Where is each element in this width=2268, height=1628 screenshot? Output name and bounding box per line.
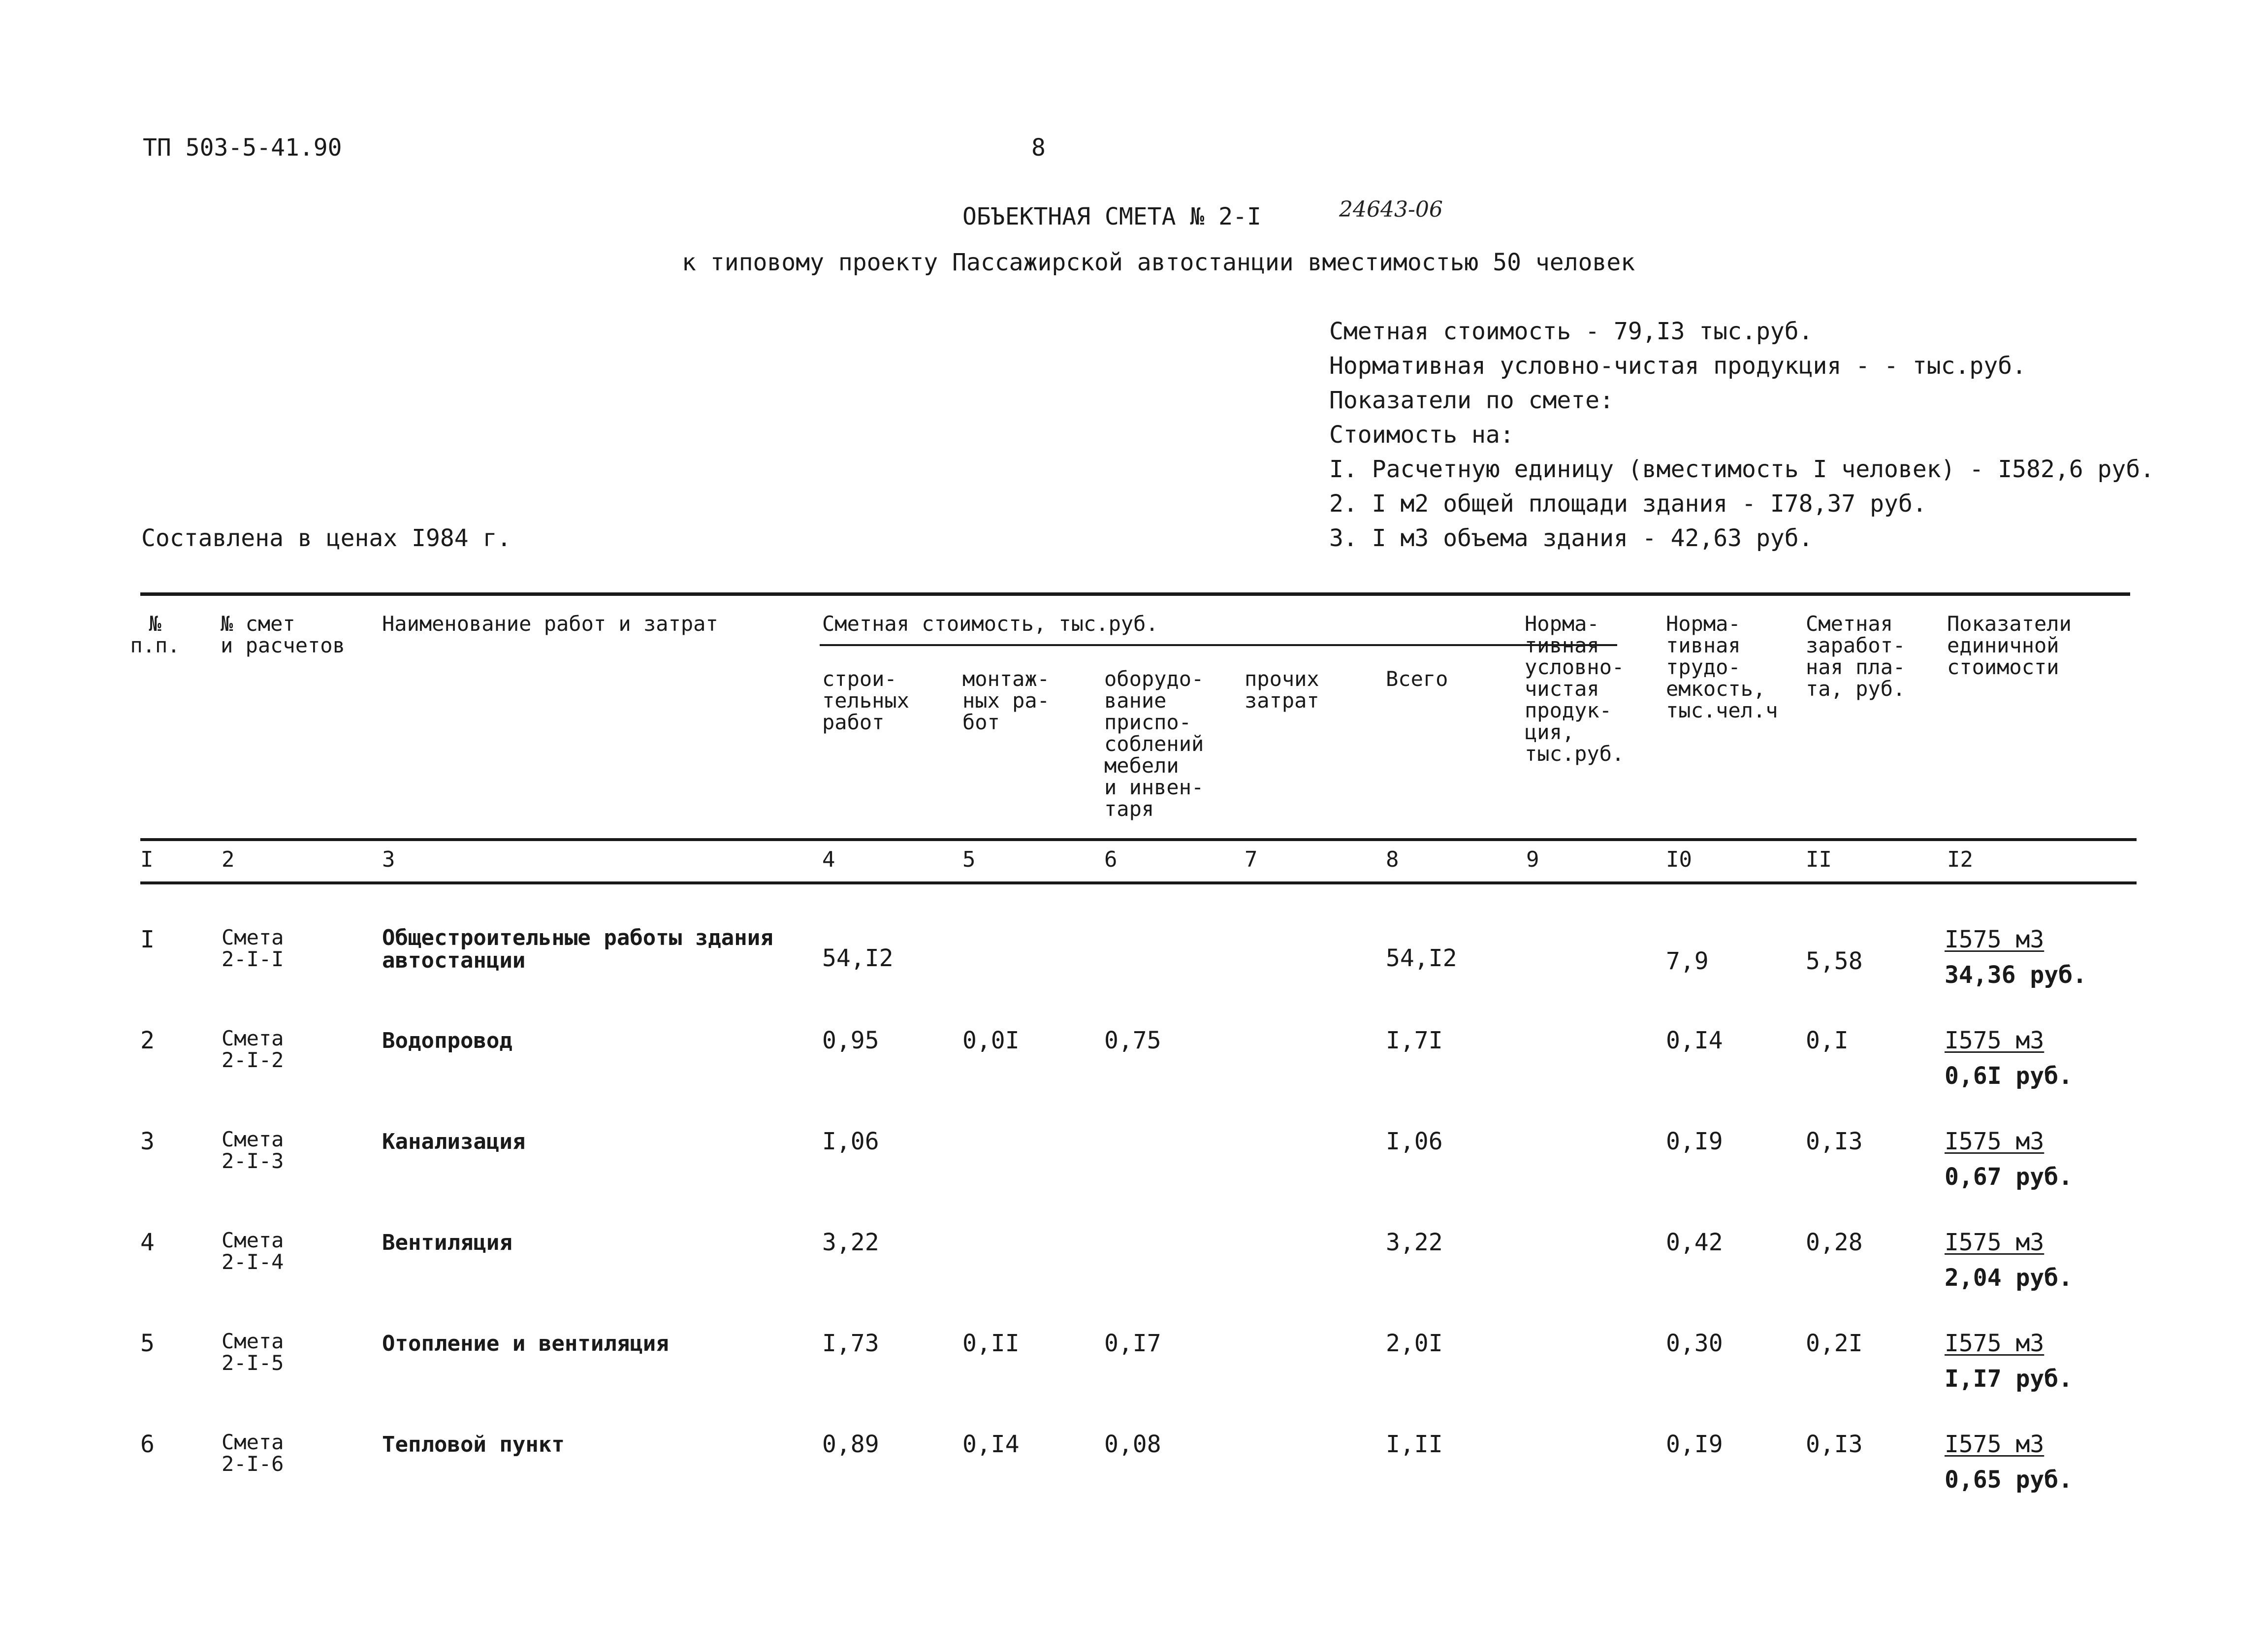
row-labor: 0,I9	[1666, 1431, 1723, 1458]
row-unit-cost: I,I7 руб.	[1945, 1365, 2073, 1393]
summary-line-indicators: Показатели по смете:	[1329, 387, 1614, 414]
header-estimate-no: № смет и расчетов	[221, 612, 345, 657]
header-other: прочих затрат	[1245, 667, 1319, 713]
row-name: Канализация	[382, 1129, 526, 1154]
row-wages: 0,I	[1806, 1027, 1849, 1054]
column-number: 2	[222, 847, 235, 872]
column-number: I0	[1666, 847, 1692, 872]
row-labor: 0,I4	[1666, 1027, 1723, 1054]
row-estimate: Смета 2-I-5	[222, 1329, 284, 1375]
summary-line-estimated-cost: Сметная стоимость - 79,I3 тыс.руб.	[1329, 318, 1813, 345]
row-construction: 3,22	[822, 1229, 879, 1256]
row-labor: 0,30	[1666, 1330, 1723, 1357]
row-estimate: Смета 2-I-6	[222, 1430, 284, 1476]
header-construction: строи- тельных работ	[822, 667, 910, 734]
row-total: 2,0I	[1386, 1330, 1443, 1357]
row-unit-cost: 0,6I руб.	[1945, 1062, 2073, 1090]
row-total: I,II	[1386, 1431, 1443, 1458]
column-number: I2	[1947, 847, 1973, 872]
header-net-product: Норма- тивная условно- чистая продук- ция, тыс.руб.	[1525, 612, 1625, 766]
row-equipment: 0,75	[1104, 1027, 1161, 1054]
header-wages: Сметная заработ- ная пла- та, руб.	[1806, 612, 1906, 701]
column-number: 6	[1104, 847, 1118, 872]
prices-note: Составлена в ценах I984 г.	[141, 524, 511, 552]
row-equipment: 0,I7	[1104, 1330, 1161, 1357]
row-unit: I575 м3	[1945, 1431, 2044, 1458]
header-num: № п.п.	[130, 612, 180, 657]
row-unit: I575 м3	[1945, 926, 2044, 953]
row-name: Общестроительные работы здания автостанции	[382, 925, 773, 973]
row-unit-cost: 2,04 руб.	[1945, 1264, 2073, 1292]
header-cost-group: Сметная стоимость, тыс.руб.	[822, 612, 1158, 636]
row-total: 3,22	[1386, 1229, 1443, 1256]
row-unit: I575 м3	[1945, 1330, 2044, 1357]
row-num: 2	[140, 1027, 155, 1054]
header-labor: Норма- тивная трудо- емкость, тыс.чел.ч	[1666, 612, 1778, 722]
row-construction: I,73	[822, 1330, 879, 1357]
row-estimate: Смета 2-I-I	[222, 925, 284, 971]
table-top-rule	[140, 592, 2130, 596]
header-name: Наименование работ и затрат	[382, 612, 718, 636]
document-code: ТП 503-5-41.90	[143, 134, 342, 162]
row-total: I,06	[1386, 1128, 1443, 1155]
row-construction: 0,95	[822, 1027, 879, 1054]
column-number: 8	[1386, 847, 1399, 872]
row-equipment: 0,08	[1104, 1431, 1161, 1458]
row-unit: I575 м3	[1945, 1128, 2044, 1155]
row-installation: 0,I4	[962, 1431, 1020, 1458]
page-title: ОБЪЕКТНАЯ СМЕТА № 2-I	[962, 203, 1261, 230]
row-labor: 0,42	[1666, 1229, 1723, 1256]
cost-group-underline	[820, 644, 1617, 646]
row-estimate: Смета 2-I-3	[222, 1127, 284, 1173]
row-installation: 0,II	[962, 1330, 1020, 1357]
row-wages: 0,I3	[1806, 1431, 1863, 1458]
column-numbers-rule	[140, 881, 2137, 884]
row-labor: 7,9	[1666, 947, 1709, 975]
row-estimate: Смета 2-I-2	[222, 1026, 284, 1072]
row-construction: 0,89	[822, 1431, 879, 1458]
summary-line-net-product: Нормативная условно-чистая продукция - - тыс.руб.	[1329, 352, 2027, 380]
row-construction: 54,I2	[822, 944, 894, 972]
page-subtitle: к типовому проекту Пассажирской автостанции вместимостью 50 человек	[682, 249, 1635, 276]
summary-line-cost-per: Стоимость на:	[1329, 421, 1514, 449]
header-installation: монтаж- ных ра- бот	[962, 667, 1050, 734]
row-construction: I,06	[822, 1128, 879, 1155]
row-num: I	[140, 926, 155, 953]
column-number: 9	[1526, 847, 1539, 872]
summary-line-per-capacity: I. Расчетную единицу (вместимость I человек) - I582,6 руб.	[1329, 456, 2155, 483]
row-name: Отопление и вентиляция	[382, 1331, 669, 1356]
row-name: Вентиляция	[382, 1230, 512, 1255]
column-number: 3	[382, 847, 395, 872]
row-name: Водопровод	[382, 1028, 512, 1053]
row-unit-cost: 34,36 руб.	[1945, 961, 2087, 989]
column-number: 4	[822, 847, 835, 872]
row-wages: 5,58	[1806, 947, 1863, 975]
row-total: I,7I	[1386, 1027, 1443, 1054]
row-unit: I575 м3	[1945, 1229, 2044, 1256]
row-labor: 0,I9	[1666, 1128, 1723, 1155]
row-num: 5	[140, 1330, 155, 1357]
column-number: II	[1806, 847, 1832, 872]
summary-line-per-volume: 3. I м3 объема здания - 42,63 руб.	[1329, 524, 1813, 552]
header-equipment: оборудо- вание приспо- соблений мебели и инвен- таря	[1104, 667, 1204, 821]
row-name: Тепловой пункт	[382, 1432, 565, 1457]
page-number: 8	[1031, 134, 1046, 162]
column-number: I	[140, 847, 154, 872]
row-estimate: Смета 2-I-4	[222, 1228, 284, 1274]
row-num: 4	[140, 1229, 155, 1256]
row-unit: I575 м3	[1945, 1027, 2044, 1054]
summary-line-per-area: 2. I м2 общей площади здания - I78,37 руб.	[1329, 490, 1927, 518]
row-num: 6	[140, 1431, 155, 1458]
row-total: 54,I2	[1386, 944, 1457, 972]
column-number: 5	[962, 847, 976, 872]
row-unit-cost: 0,65 руб.	[1945, 1466, 2073, 1494]
handwritten-number: 24643-06	[1339, 197, 1443, 222]
column-number: 7	[1245, 847, 1258, 872]
row-wages: 0,I3	[1806, 1128, 1863, 1155]
row-num: 3	[140, 1128, 155, 1155]
header-total: Всего	[1386, 667, 1448, 691]
header-bottom-rule	[140, 838, 2137, 841]
row-installation: 0,0I	[962, 1027, 1020, 1054]
row-unit-cost: 0,67 руб.	[1945, 1163, 2073, 1191]
row-wages: 0,2I	[1806, 1330, 1863, 1357]
row-wages: 0,28	[1806, 1229, 1863, 1256]
header-indicators: Показатели единичной стоимости	[1947, 612, 2072, 679]
